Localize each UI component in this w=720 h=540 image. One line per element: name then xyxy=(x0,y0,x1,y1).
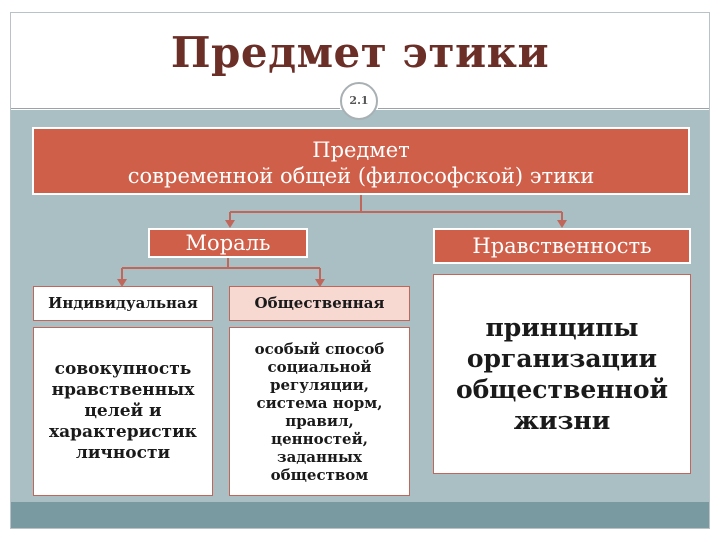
individual-node xyxy=(33,286,213,321)
moral-node xyxy=(148,228,308,258)
slide-title: Предмет этики xyxy=(170,28,550,77)
individual-description xyxy=(33,327,213,496)
slide-number-badge: 2.1 xyxy=(340,82,378,120)
individual-node-label: Индивидуальная xyxy=(48,294,198,312)
ethics-description xyxy=(433,274,691,474)
individual-description-text: совокупность нравственных целей и характеристик личности xyxy=(49,359,197,463)
root-node xyxy=(32,127,690,195)
moral-node-label: Мораль xyxy=(185,231,271,255)
ethics-description-text: принципы организации общественной жизни xyxy=(455,313,669,435)
social-node-label: Общественная xyxy=(254,294,385,312)
ethics-node xyxy=(433,228,691,264)
ethics-node-label: Нравственность xyxy=(472,234,652,258)
social-node xyxy=(229,286,410,321)
arrowhead-ethics xyxy=(557,220,567,228)
social-description xyxy=(229,327,410,496)
root-node-label: Предмет современной общей (философской) этики xyxy=(127,138,595,188)
social-description-text: особый способ социальной регуляции, система норм, правил, ценностей, заданных обществом xyxy=(254,339,385,484)
arrowhead-moral xyxy=(225,220,235,228)
